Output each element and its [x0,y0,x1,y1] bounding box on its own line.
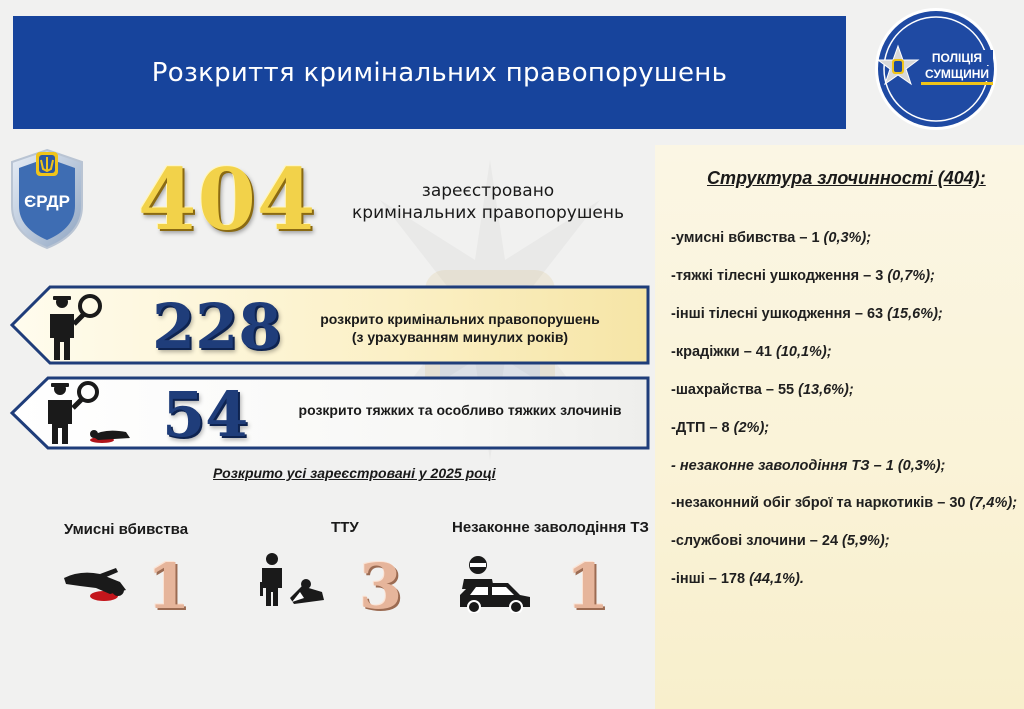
structure-item: -інші – 178 (44,1%). [671,571,804,587]
header-banner [13,16,846,129]
structure-item: - незаконне заволодіння ТЗ – 1 (0,3%); [671,458,946,474]
policeman-victim-icon [42,380,134,446]
category-number: 3 [359,550,403,623]
structure-title: Структура злочинності (404): [707,168,986,188]
category-number: 1 [566,550,610,623]
page-title: Розкриття кримінальних правопорушень [151,57,728,88]
structure-item: -шахрайства – 55 (13,6%); [671,382,854,398]
policeman-magnifier-icon [40,292,110,362]
car-thief-icon [456,555,534,613]
police-logo [866,6,1006,133]
all-solved-caption: Розкрито усі зареєстровані у 2025 році [213,465,496,481]
structure-item: -тяжкі тілесні ушкодження – 3 (0,7%); [671,268,935,284]
logo-text-1: ПОЛІЦІЯ [931,51,983,65]
grave-number: 54 [162,378,249,451]
category-label: Умисні вбивства [64,521,189,538]
solved-text: розкрито кримінальних правопорушень (з урахуванням минулих років) [320,311,600,345]
logo-text-2: СУМЩИНИ [924,67,990,81]
registered-text: зареєстровано кримінальних правопорушень [352,181,624,223]
registered-number: 404 [138,150,317,249]
structure-item: -умисні вбивства – 1 (0,3%); [671,230,872,246]
category-label: ТТУ [331,519,359,536]
structure-item: -крадіжки – 41 (10,1%); [671,344,832,360]
erdr-label: ЄРДР [24,192,70,211]
structure-item: -службові злочини – 24 (5,9%); [671,533,890,549]
solved-number: 228 [152,290,282,363]
structure-item: -незаконний обіг зброї та наркотиків – 30 (7,4%); [671,495,1018,511]
grave-text: розкрито тяжких та особливо тяжких злочинів [298,402,622,418]
category-label: Незаконне заволодіння ТЗ [452,519,649,536]
category-number: 1 [147,550,191,623]
murder-victim-icon [60,560,136,604]
structure-item: -ДТП – 8 (2%); [671,420,770,436]
assault-icon [258,552,326,608]
erdr-shield-icon [8,148,86,250]
structure-item: -інші тілесні ушкодження – 63 (15,6%); [671,306,943,322]
